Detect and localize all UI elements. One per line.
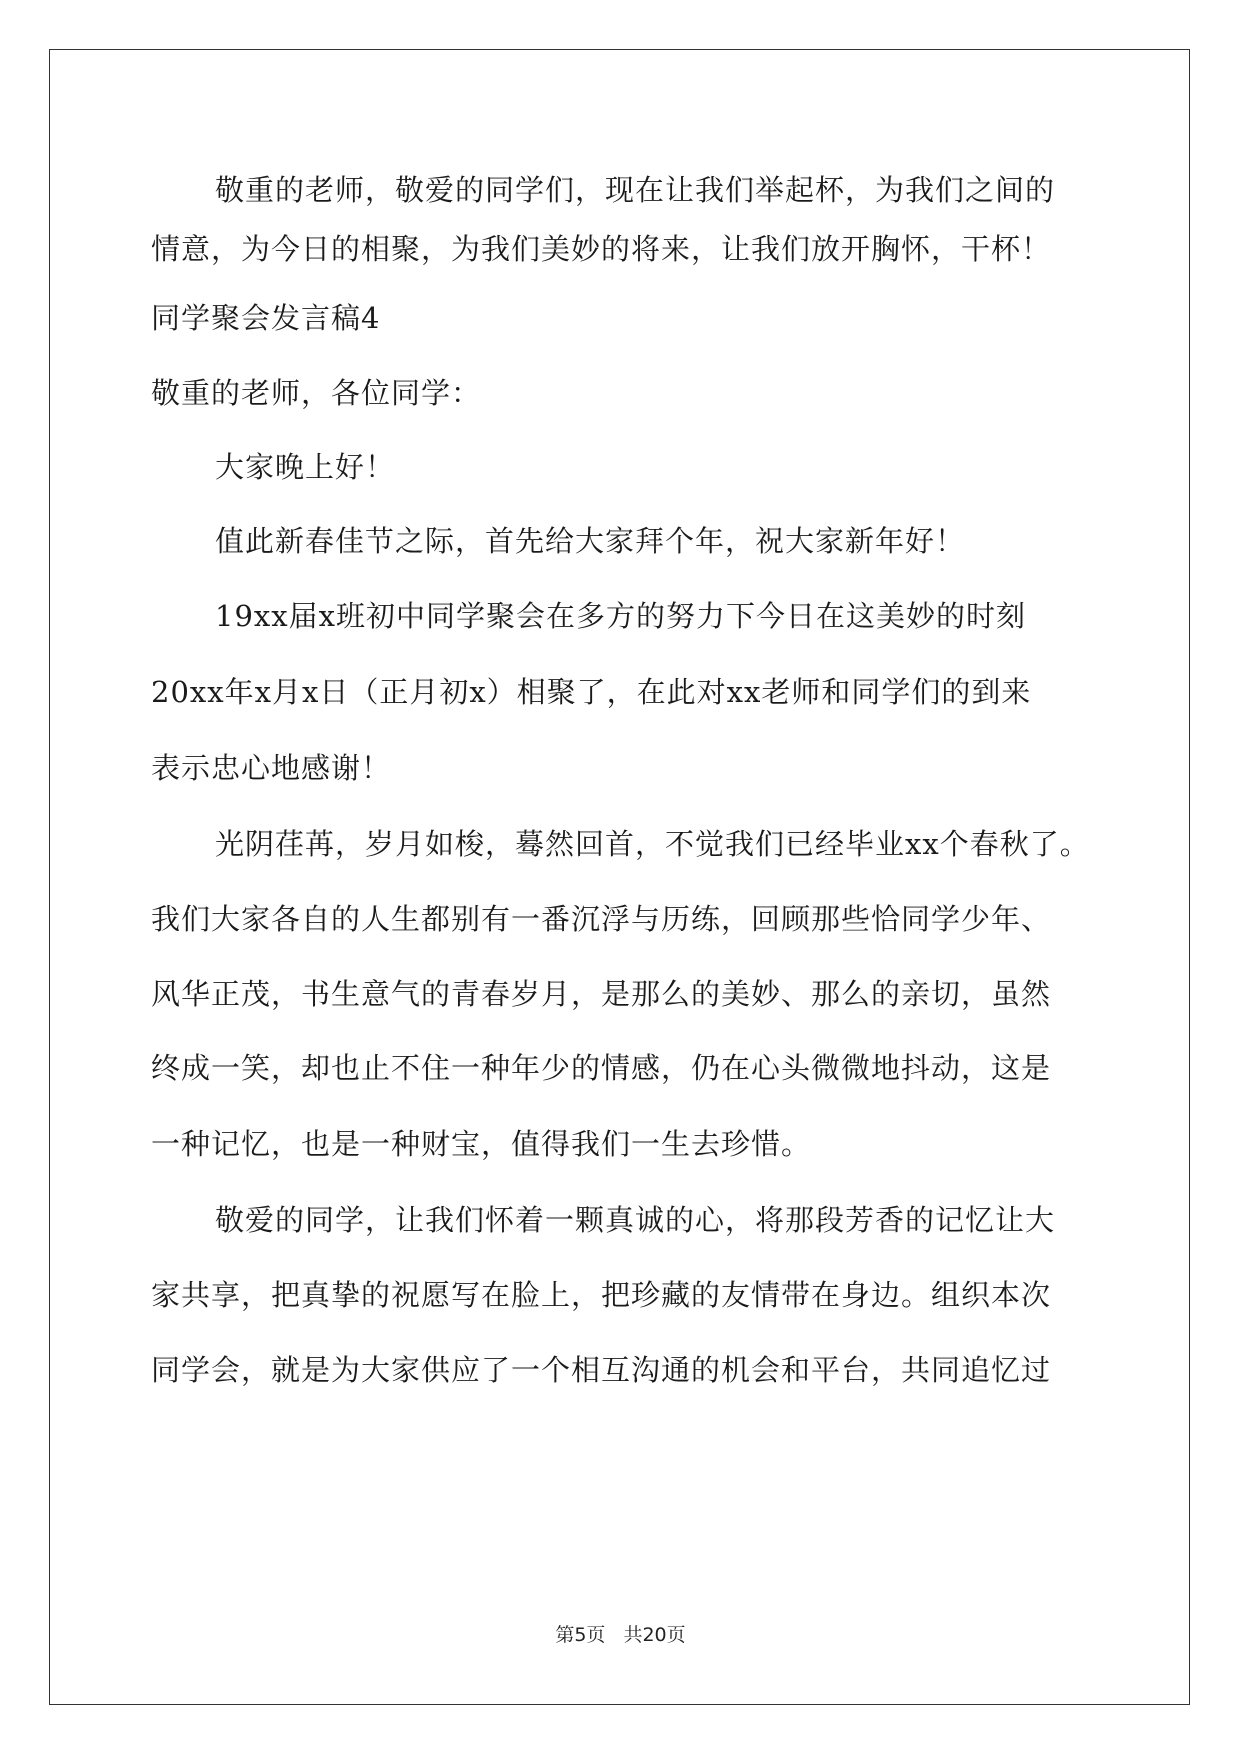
paragraph-line: 敬重的老师，敬爱的同学们，现在让我们举起杯，为我们之间的 [215, 173, 1056, 207]
paragraph-line: 一种记忆，也是一种财宝，值得我们一生去珍惜。 [151, 1127, 812, 1161]
paragraph-line: 敬爱的同学，让我们怀着一颗真诚的心，将那段芳香的记忆让大 [215, 1203, 1056, 1237]
paragraph-line: 光阴荏苒，岁月如梭，蓦然回首，不觉我们已经毕业xx个春秋了。 [215, 827, 1090, 861]
paragraph-line: 同学会，就是为大家供应了一个相互沟通的机会和平台，共同追忆过 [151, 1353, 1052, 1387]
paragraph-line: 情意，为今日的相聚，为我们美妙的将来，让我们放开胸怀，干杯！ [151, 232, 1052, 266]
paragraph-line: 终成一笑，却也止不住一种年少的情感，仍在心头微微地抖动，这是 [151, 1051, 1052, 1085]
page-number: 第5页 [555, 1624, 606, 1646]
page-total: 共20页 [623, 1624, 686, 1646]
paragraph-line: 风华正茂，书生意气的青春岁月，是那么的美妙、那么的亲切，虽然 [151, 977, 1052, 1011]
greeting: 大家晚上好！ [215, 450, 396, 484]
paragraph-line: 我们大家各自的人生都别有一番沉浮与历练，回顾那些恰同学少年、 [151, 902, 1052, 936]
section-heading: 同学聚会发言稿4 [151, 301, 381, 335]
paragraph-line: 表示忠心地感谢！ [151, 751, 392, 785]
paragraph-line: 20xx年x月x日（正月初x）相聚了，在此对xx老师和同学们的到来 [151, 675, 1032, 709]
salutation: 敬重的老师，各位同学： [151, 376, 482, 410]
paragraph-line: 家共享，把真挚的祝愿写在脸上，把珍藏的友情带在身边。组织本次 [151, 1278, 1052, 1312]
paragraph-line: 19xx届x班初中同学聚会在多方的努力下今日在这美妙的时刻 [215, 599, 1026, 633]
paragraph-line: 值此新春佳节之际，首先给大家拜个年，祝大家新年好！ [215, 524, 966, 558]
page-footer [0, 1620, 1241, 1647]
